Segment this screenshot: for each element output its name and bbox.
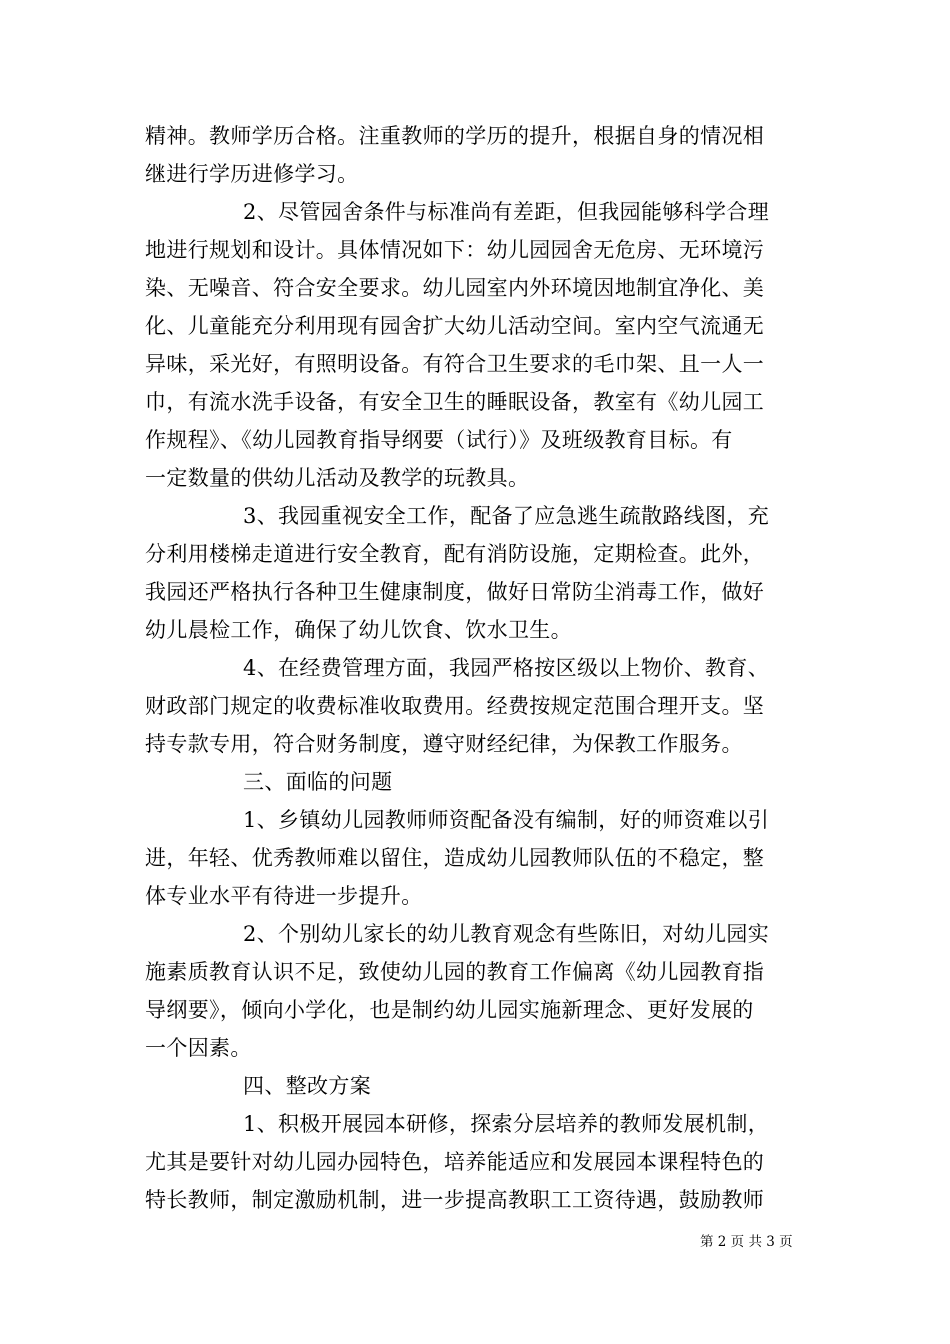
paragraph-start-line: 4、在经费管理方面，我园严格按区级以上物价、教育、 [243, 656, 770, 680]
text-line: 一个因素。 [145, 1036, 252, 1060]
text-line: 精神。教师学历合格。注重教师的学历的提升，根据自身的情况相 [145, 124, 765, 148]
paragraph-start-line: 1、乡镇幼儿园教师师资配备没有编制，好的师资难以引 [243, 808, 770, 832]
paragraph-start-line: 1、积极开展园本研修，探索分层培养的教师发展机制， [243, 1112, 770, 1136]
text-line: 作规程》、《幼儿园教育指导纲要（试行）》及班级教育目标。有 [145, 428, 733, 452]
text-line: 财政部门规定的收费标准收取费用。经费按规定范围合理开支。坚 [145, 694, 765, 718]
text-line: 异味，采光好，有照明设备。有符合卫生要求的毛巾架、且一人一 [145, 352, 765, 376]
text-line: 分利用楼梯走道进行安全教育，配有消防设施，定期检查。此外， [145, 542, 765, 566]
text-line: 进，年轻、优秀教师难以留住，造成幼儿园教师队伍的不稳定，整 [145, 846, 765, 870]
text-line: 导纲要》，倾向小学化，也是制约幼儿园实施新理念、更好发展的 [145, 998, 754, 1022]
text-line: 幼儿晨检工作，确保了幼儿饮食、饮水卫生。 [145, 618, 572, 642]
paragraph-start-line: 2、个别幼儿家长的幼儿教育观念有些陈旧，对幼儿园实 [243, 922, 770, 946]
text-line: 一定数量的供幼儿活动及教学的玩教具。 [145, 466, 530, 490]
paragraph-start-line: 2、尽管园舍条件与标准尚有差距，但我园能够科学合理 [243, 200, 770, 224]
text-line: 我园还严格执行各种卫生健康制度，做好日常防尘消毒工作，做好 [145, 580, 765, 604]
text-line: 尤其是要针对幼儿园办园特色，培养能适应和发展园本课程特色的 [145, 1150, 765, 1174]
paragraph-start-line: 3、我园重视安全工作，配备了应急逃生疏散路线图，充 [243, 504, 770, 528]
text-line: 施素质教育认识不足，致使幼儿园的教育工作偏离《幼儿园教育指 [145, 960, 765, 984]
text-line: 持专款专用，符合财务制度，遵守财经纪律，为保教工作服务。 [145, 732, 743, 756]
text-line: 化、儿童能充分利用现有园舍扩大幼儿活动空间。室内空气流通无 [145, 314, 765, 338]
page-number-footer: 第 2 页 共 3 页 [700, 1234, 793, 1250]
section-heading: 四、整改方案 [243, 1074, 372, 1098]
text-line: 巾，有流水洗手设备，有安全卫生的睡眠设备，教室有《幼儿园工 [145, 390, 765, 414]
text-line: 染、无噪音、符合安全要求。幼儿园室内外环境因地制宜净化、美 [145, 276, 765, 300]
section-heading: 三、面临的问题 [243, 770, 393, 794]
text-line: 继进行学历进修学习。 [145, 162, 359, 186]
text-line: 特长教师，制定激励机制，进一步提高教职工工资待遇，鼓励教师 [145, 1188, 765, 1212]
text-line: 地进行规划和设计。具体情况如下：幼儿园园舍无危房、无环境污 [145, 238, 765, 262]
text-line: 体专业水平有待进一步提升。 [145, 884, 423, 908]
